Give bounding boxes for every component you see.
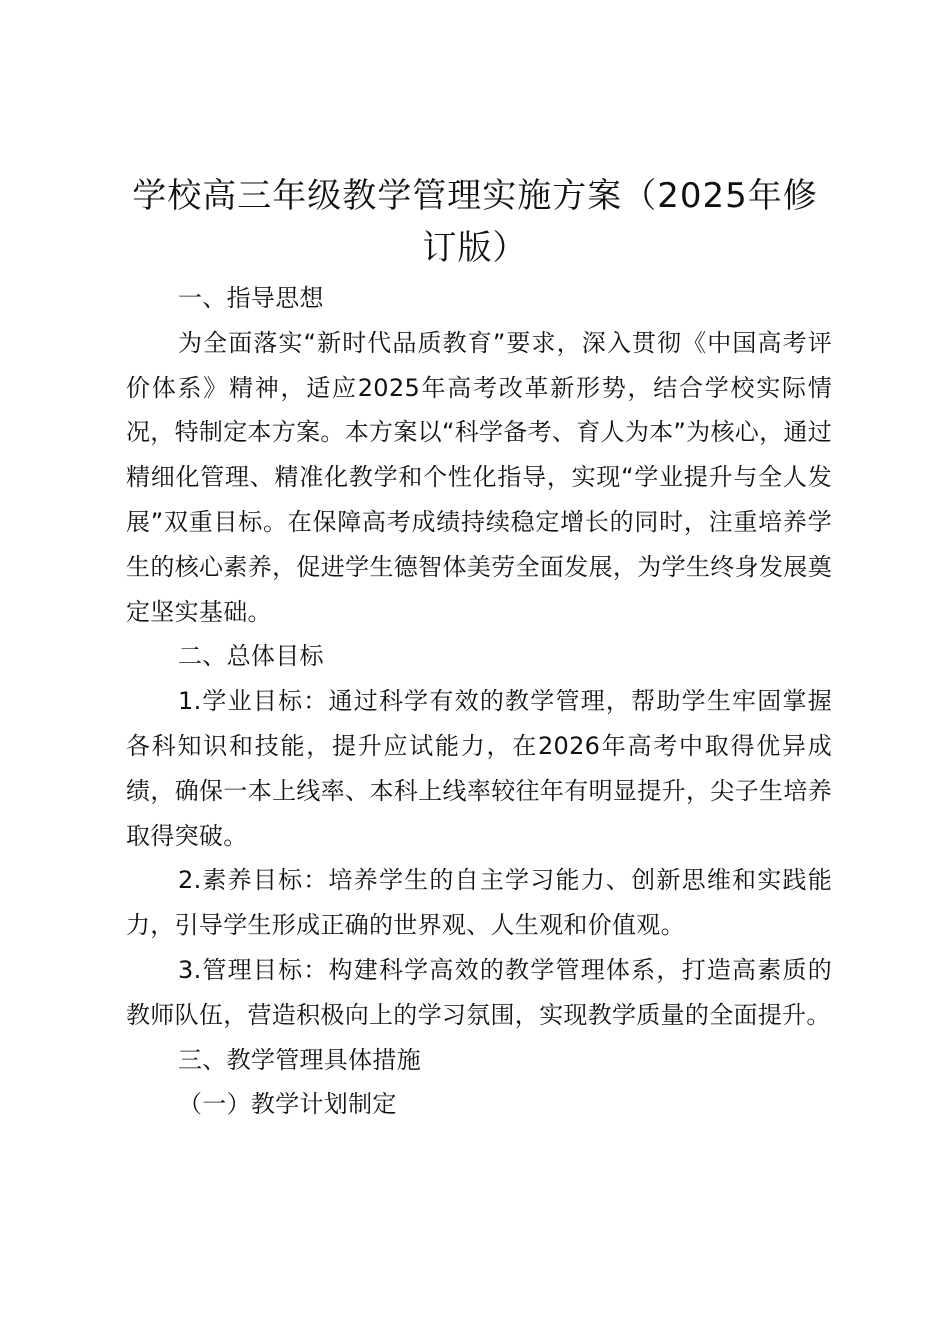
subsection-heading-teaching-plan: （一）教学计划制定 <box>178 1090 397 1119</box>
paragraph-literacy-goal: 2.素养目标：培养学生的自主学习能力、创新思维和实践能力，引导学生形成正确的世界观、人生观和价值观。 <box>126 866 832 940</box>
section-heading-overall-goals: 二、总体目标 <box>178 642 324 671</box>
section-heading-measures: 三、教学管理具体措施 <box>178 1045 421 1074</box>
paragraph-academic-goal: 1.学业目标：通过科学有效的教学管理，帮助学生牢固掌握各科知识和技能，提升应试能力，在2026年高考中取得优异成绩，确保一本上线率、本科上线率较往年有明显提升，尖子生培养取得突破。 <box>126 687 832 850</box>
paragraph-management-goal: 3.管理目标：构建科学高效的教学管理体系，打造高素质的教师队伍，营造积极向上的学习氛围，实现教学质量的全面提升。 <box>126 955 832 1029</box>
section-heading-guiding-ideology: 一、指导思想 <box>178 284 324 312</box>
document-title: 学校高三年级教学管理实施方案（2025年修订版） <box>132 176 818 268</box>
document-body <box>126 276 832 1127</box>
paragraph-guiding-ideology: 为全面落实“新时代品质教育”要求，深入贯彻《中国高考评价体系》精神，适应2025年高考改革新形势，结合学校实际情况，特制定本方案。本方案以“科学备考、育人为本”为核心，通过精细化管理、精准化教学和个性化指导，实现“学业提升与全人发展”双重目标。在保障高考成绩持续稳定增长的同时，注重培养学生的核心素养，促进学生德智体美劳全面发展，为学生终身发展奠定坚实基础。 <box>126 328 832 626</box>
